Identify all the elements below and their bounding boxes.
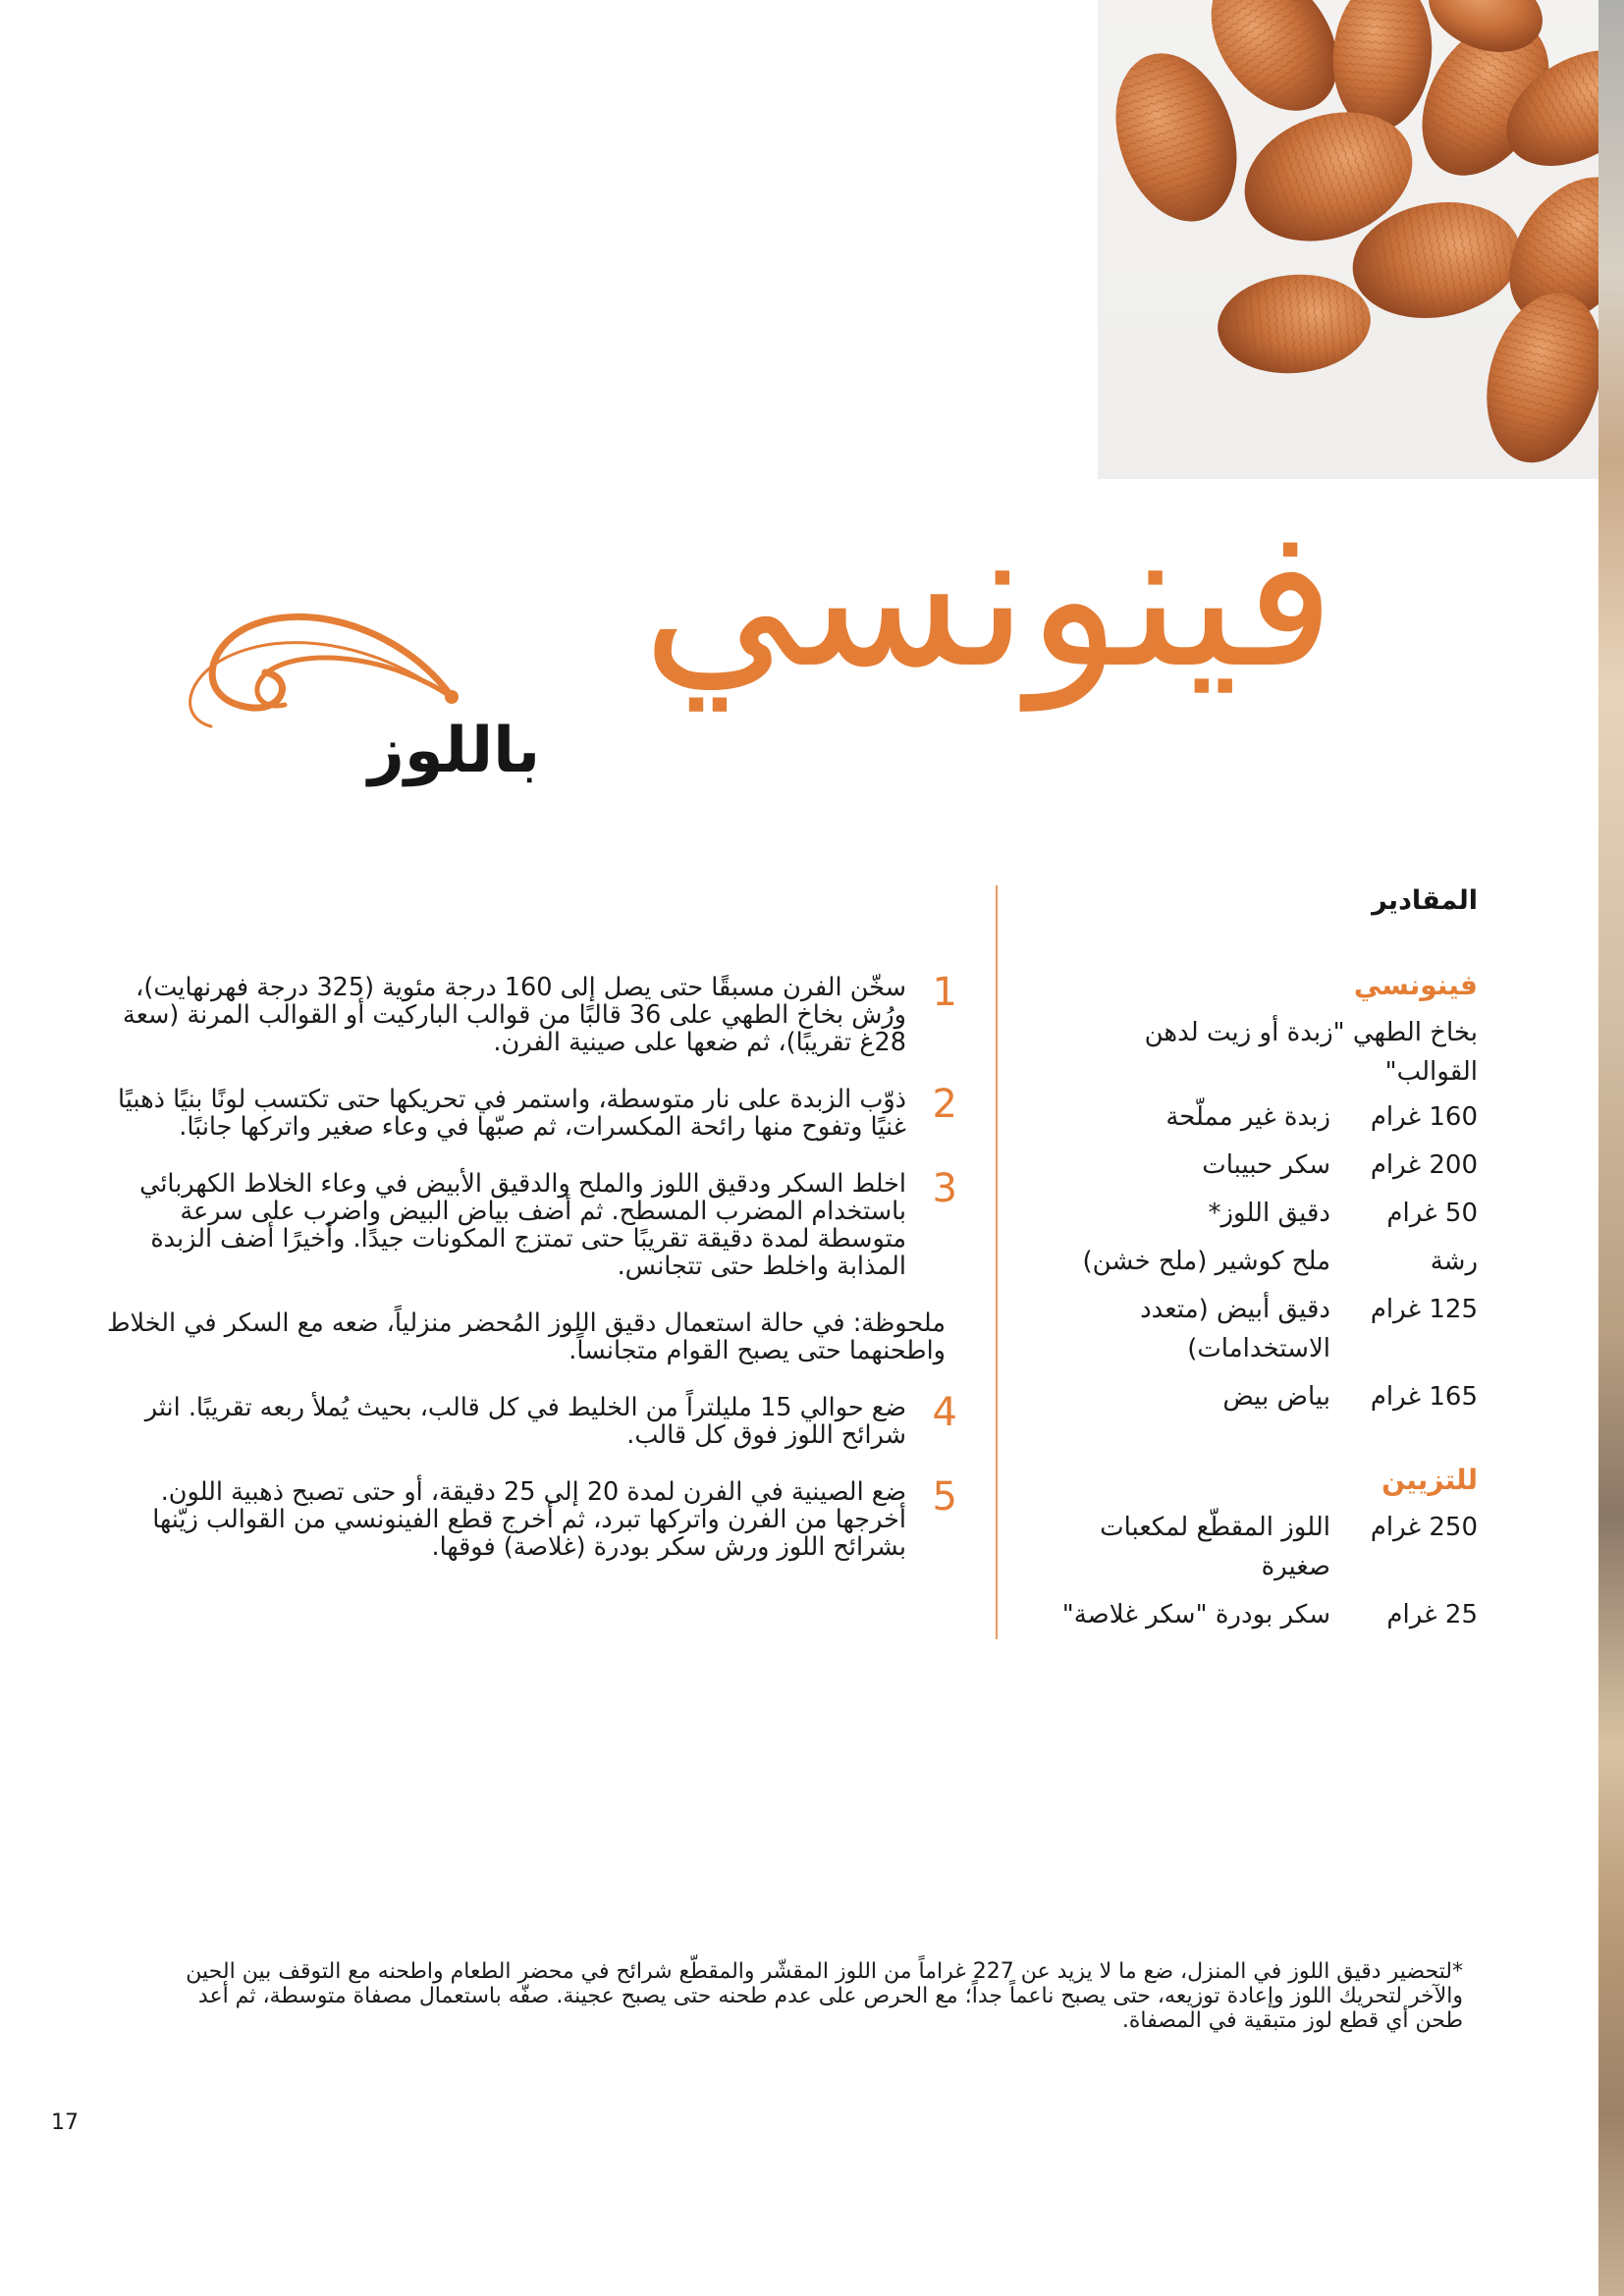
ingredient-note: بخاخ الطهي "زبدة أو زيت لدهن القوالب" bbox=[1144, 1018, 1478, 1087]
ingredient-row bbox=[1051, 1242, 1478, 1281]
method-step bbox=[98, 1390, 957, 1450]
method-step bbox=[98, 1474, 957, 1562]
ingredient-row bbox=[1051, 1508, 1478, 1586]
ingredient-name: دقيق اللوز* bbox=[1208, 1199, 1330, 1228]
step-text: سخّن الفرن مسبقًا حتى يصل إلى 160 درجة مئوية (325 درجة فهرنهايت)، ورُش بخاخ الطهي على 36 قالبًا من قوالب الباركيت أو القوالب المرنة (سعة 28غ تقريبًا)، ثم ضعها على صينية الفرن. bbox=[123, 973, 906, 1057]
recipe-title bbox=[157, 487, 1335, 825]
ingredient-qty: 200 غرام bbox=[1370, 1150, 1478, 1180]
title-sub: باللوز bbox=[368, 715, 541, 787]
method-step bbox=[98, 1166, 957, 1281]
almonds-photo bbox=[1098, 0, 1598, 479]
ingredients-section-title: للتزيين bbox=[1381, 1464, 1478, 1496]
ingredient-name: دقيق أبيض (متعدد الاستخدامات) bbox=[1140, 1295, 1330, 1363]
title-main: فينونسي bbox=[641, 487, 1335, 711]
ingredient-name: اللوز المقطّع لمكعبات صغيرة bbox=[1100, 1513, 1330, 1581]
almonds-illustration bbox=[1098, 0, 1598, 479]
step-number: 3 bbox=[932, 1166, 957, 1211]
method-step bbox=[98, 1082, 957, 1142]
ingredient-qty: رشة bbox=[1430, 1247, 1478, 1276]
method-panel bbox=[98, 970, 957, 1590]
ingredients-panel bbox=[1051, 881, 1478, 1643]
ingredient-name: سكر حبيبات bbox=[1202, 1150, 1330, 1180]
ingredient-row bbox=[1051, 1146, 1478, 1185]
ingredient-row bbox=[1051, 1595, 1478, 1634]
edge-photo-strip bbox=[1598, 0, 1624, 2296]
ingredient-name: زبدة غير مملّحة bbox=[1165, 1102, 1330, 1132]
ingredient-name: بياض بيض bbox=[1222, 1382, 1330, 1412]
ingredient-name: ملح كوشير (ملح خشن) bbox=[1082, 1247, 1330, 1276]
footnote: *لتحضير دقيق اللوز في المنزل، ضع ما لا يزيد عن 227 غراماً من اللوز المقشّر والمقطّع شرائح في محضر الطعام واطحنه مع التوقف بين الحين والآخر لتحريك اللوز وإعادة توزيعه، حتى يصبح ناعماً جداً؛ مع الحرص على عدم طحنه حتى يصبح عجينة. صفّه باستعمال مصفاة متوسطة، ثم أعد طحن أي قطع لوز متبقية في المصفاة. bbox=[186, 1959, 1463, 2033]
ingredient-qty: 25 غرام bbox=[1386, 1600, 1478, 1629]
step-number: 4 bbox=[932, 1390, 957, 1435]
ingredients-section-title: فينونسي bbox=[1353, 969, 1478, 1001]
step-number: 1 bbox=[932, 970, 957, 1015]
step-text: ذوّب الزبدة على نار متوسطة، واستمر في تحريكها حتى تكتسب لونًا بنيًا ذهبيًا غنيًا وتفوح منها رائحة المكسرات، ثم صبّها في وعاء صغير واتركها جانبًا. bbox=[118, 1085, 906, 1142]
ingredient-row bbox=[1051, 1194, 1478, 1233]
page-number: 17 bbox=[51, 2110, 79, 2135]
ingredient-qty: 160 غرام bbox=[1370, 1102, 1478, 1132]
ingredient-qty: 165 غرام bbox=[1370, 1382, 1478, 1412]
ingredient-qty: 50 غرام bbox=[1386, 1199, 1478, 1228]
step-number: 2 bbox=[932, 1082, 957, 1127]
step-number: 5 bbox=[932, 1474, 957, 1520]
ingredient-name: سكر بودرة "سكر غلاصة" bbox=[1061, 1600, 1330, 1629]
method-step bbox=[98, 970, 957, 1057]
method-note: ملحوظة: في حالة استعمال دقيق اللوز المُحضر منزلياً، ضعه مع السكر في الخلاط واطحنهما حتى يصبح القوام متجانساً. bbox=[106, 1308, 946, 1365]
ingredient-row bbox=[1051, 1377, 1478, 1416]
ingredient-qty: 125 غرام bbox=[1370, 1295, 1478, 1324]
ingredient-row bbox=[1051, 1290, 1478, 1368]
spacer bbox=[1051, 1425, 1478, 1459]
step-text: ضع الصينية في الفرن لمدة 20 إلى 25 دقيقة، أو حتى تصبح ذهبية اللون. أخرجها من الفرن واتركها تبرد، ثم أخرج قطع الفينونسي من القوالب زيّنها بشرائح اللوز ورش سكر بودرة (غلاصة) فوقها. bbox=[152, 1477, 906, 1562]
ingredient-row bbox=[1051, 1097, 1478, 1137]
step-text: اخلط السكر ودقيق اللوز والملح والدقيق الأبيض في وعاء الخلاط الكهربائي باستخدام المضرب المسطح. ثم أضف بياض البيض واضرب على سرعة متوسطة لمدة دقيقة تقريبًا حتى تمتزج المكونات جيدًا. وأخيرًا أضف الزبدة المذابة واخلط حتى تتجانس. bbox=[139, 1169, 906, 1281]
ingredient-qty: 250 غرام bbox=[1370, 1513, 1478, 1542]
column-divider bbox=[996, 885, 998, 1639]
ingredients-heading: المقادير bbox=[1372, 885, 1478, 916]
step-text: ضع حوالي 15 مليلتراً من الخليط في كل قالب، بحيث يُملأ ربعه تقريبًا. انثر شرائح اللوز فوق كل قالب. bbox=[144, 1393, 906, 1450]
